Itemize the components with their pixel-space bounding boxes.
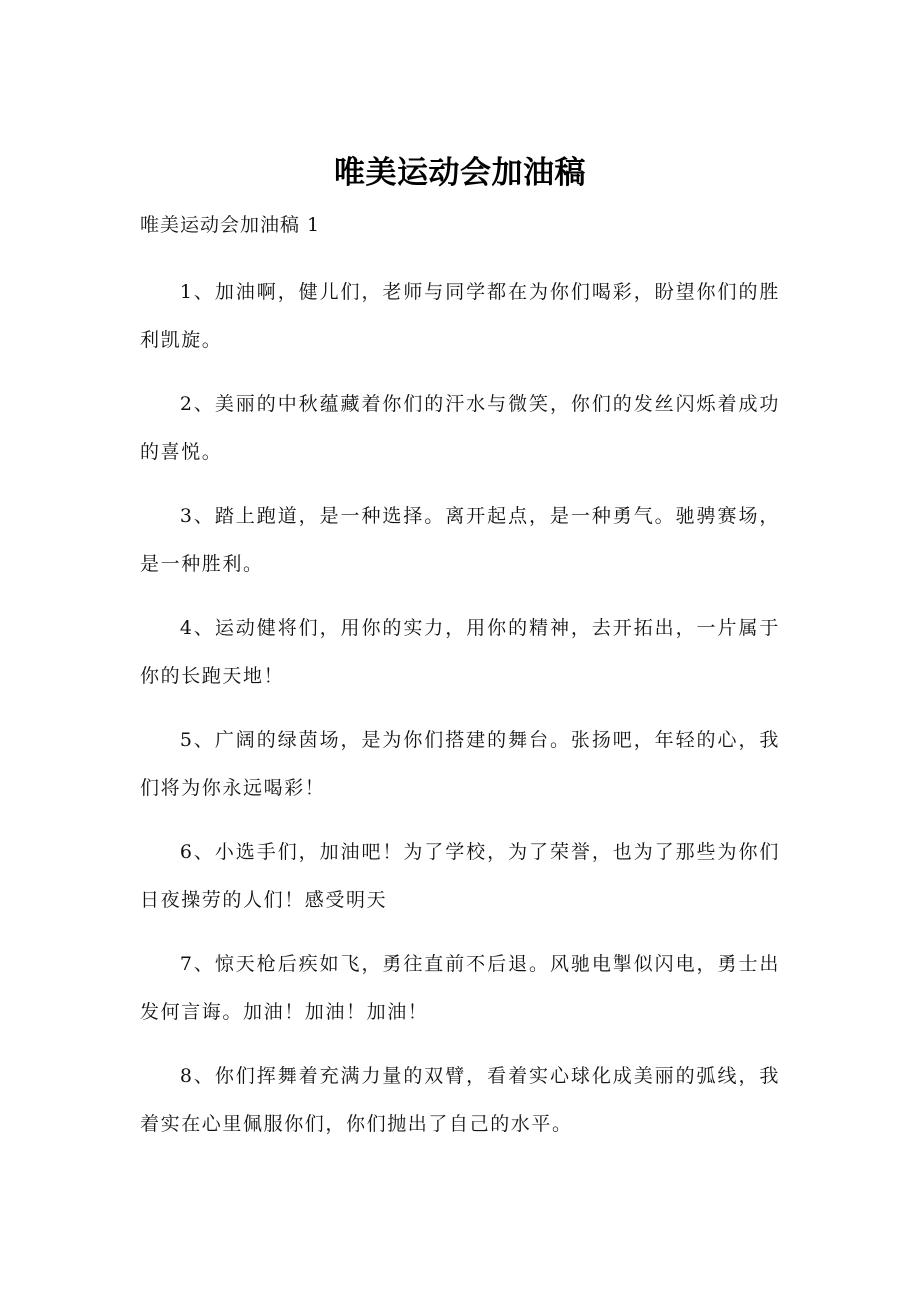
- paragraph-4: 4、运动健将们，用你的实力，用你的精神，去开拓出，一片属于你的长跑天地！: [140, 617, 780, 687]
- paragraph-5: 5、广阔的绿茵场，是为你们搭建的舞台。张扬吧，年轻的心，我们将为你永远喝彩！: [140, 729, 780, 799]
- section-heading: 唯美运动会加油稿 1: [140, 214, 321, 236]
- paragraph-6: 6、小选手们，加油吧！为了学校，为了荣誉，也为了那些为你们日夜操劳的人们！感受明天: [140, 841, 780, 911]
- paragraph-3: 3、踏上跑道，是一种选择。离开起点，是一种勇气。驰骋赛场，是一种胜利。: [140, 505, 780, 575]
- document-title: 唯美运动会加油稿: [334, 155, 586, 191]
- paragraph-8: 8、你们挥舞着充满力量的双臂，看着实心球化成美丽的弧线，我着实在心里佩服你们，你们抛出了自己的水平。: [140, 1065, 780, 1135]
- paragraph-1: 1、加油啊，健儿们，老师与同学都在为你们喝彩，盼望你们的胜利凯旋。: [140, 281, 780, 351]
- document-body: [140, 268, 780, 1164]
- paragraph-2: 2、美丽的中秋蕴藏着你们的汗水与微笑，你们的发丝闪烁着成功的喜悦。: [140, 393, 780, 463]
- paragraph-7: 7、惊天枪后疾如飞，勇往直前不后退。风驰电掣似闪电，勇士出发何言诲。加油！加油！加油！: [140, 953, 780, 1023]
